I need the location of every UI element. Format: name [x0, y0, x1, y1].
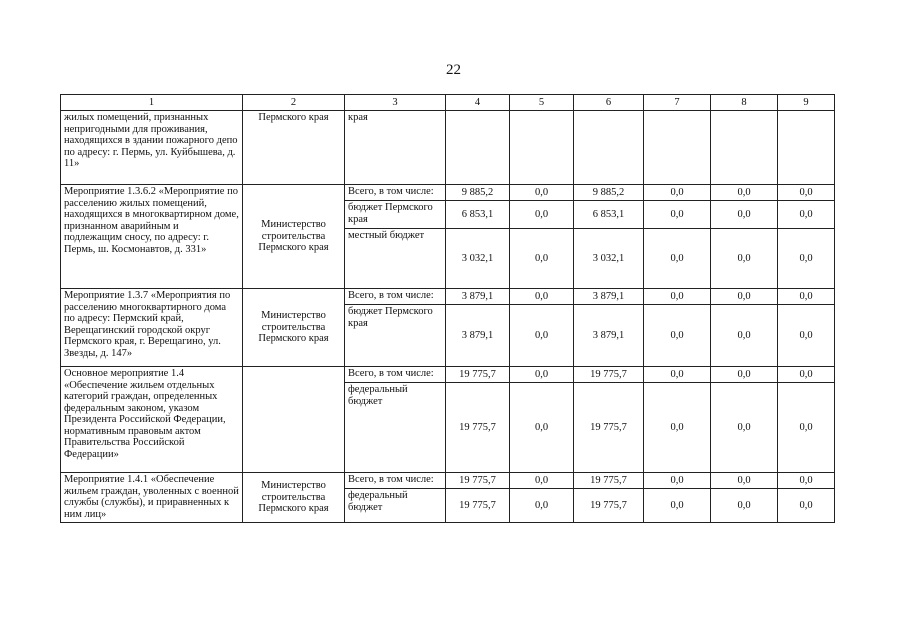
value-cell: 0,0 — [778, 185, 835, 201]
table-row — [61, 185, 835, 201]
value-cell: 0,0 — [510, 367, 574, 383]
value-cell: 3 032,1 — [446, 229, 510, 289]
value-cell: 0,0 — [644, 383, 711, 473]
value-cell: 0,0 — [711, 305, 778, 367]
value-cell: 0,0 — [778, 201, 835, 229]
measure-name: Мероприятие 1.4.1 «Обеспечение жильем граждан, уволенных с военной службы (службы), и приравненных к ним лиц» — [61, 473, 243, 523]
value-cell: 19 775,7 — [574, 489, 644, 523]
value-cell: 3 879,1 — [574, 305, 644, 367]
executor-cell — [243, 367, 345, 473]
value-cell: 6 853,1 — [574, 201, 644, 229]
table-row — [61, 367, 835, 383]
header-cell: 5 — [510, 95, 574, 111]
header-cell: 2 — [243, 95, 345, 111]
value-cell: 0,0 — [510, 229, 574, 289]
value-cell: 9 885,2 — [446, 185, 510, 201]
header-cell: 6 — [574, 95, 644, 111]
source-cell: Всего, в том числе: — [345, 289, 446, 305]
header-cell: 8 — [711, 95, 778, 111]
value-cell: 0,0 — [644, 229, 711, 289]
value-cell: 19 775,7 — [446, 383, 510, 473]
header-cell: 3 — [345, 95, 446, 111]
value-cell: 0,0 — [510, 489, 574, 523]
measure-name: Мероприятие 1.3.6.2 «Мероприятие по расселению жилых помещений, находящихся в многоквартирном доме, признанном аварийным и подлежащим сносу, по адресу: г. Пермь, ш. Космонавтов, д. 331» — [61, 185, 243, 289]
value-cell: 0,0 — [644, 305, 711, 367]
executor-cell: Пермского края — [243, 111, 345, 185]
executor-cell: Министерство строительства Пермского края — [243, 473, 345, 523]
value-cell: 3 879,1 — [446, 305, 510, 367]
value-cell: 19 775,7 — [446, 473, 510, 489]
value-cell: 9 885,2 — [574, 185, 644, 201]
page-number: 22 — [446, 62, 461, 78]
value-cell: 0,0 — [778, 289, 835, 305]
source-cell: бюджет Пермского края — [345, 201, 446, 229]
value-cell: 0,0 — [778, 473, 835, 489]
budget-table — [60, 94, 835, 523]
source-cell: Всего, в том числе: — [345, 367, 446, 383]
value-cell: 0,0 — [711, 201, 778, 229]
value-cell: 0,0 — [644, 201, 711, 229]
source-cell: края — [345, 111, 446, 185]
table-row — [61, 111, 835, 185]
value-cell: 0,0 — [510, 383, 574, 473]
value-cell: 0,0 — [711, 367, 778, 383]
source-cell: местный бюджет — [345, 229, 446, 289]
header-cell: 7 — [644, 95, 711, 111]
value-cell: 0,0 — [711, 473, 778, 489]
value-cell: 0,0 — [778, 367, 835, 383]
header-cell: 1 — [61, 95, 243, 111]
value-cell: 3 032,1 — [574, 229, 644, 289]
table-row — [61, 289, 835, 305]
value-cell: 0,0 — [644, 185, 711, 201]
value-cell: 0,0 — [778, 229, 835, 289]
value-cell: 0,0 — [778, 305, 835, 367]
measure-name: жилых помещений, признанных непригодными для проживания, находящихся в здании пожарного депо по адресу: г. Пермь, ул. Куйбышева, д. 11» — [61, 111, 243, 185]
value-cell: 19 775,7 — [446, 367, 510, 383]
measure-name: Мероприятие 1.3.7 «Мероприятия по расселению многоквартирного дома по адресу: Пермский край, Верещагинский городской округ Пермского края, г. Верещагино, ул. Звезды, д. 147» — [61, 289, 243, 367]
measure-name: Основное мероприятие 1.4 «Обеспечение жильем отдельных категорий граждан, определенных федеральным законом, указом Президента Российской Федерации, нормативным правовым актом Правительства Российской Федерации» — [61, 367, 243, 473]
value-cell: 0,0 — [510, 201, 574, 229]
value-cell: 0,0 — [510, 305, 574, 367]
value-cell: 3 879,1 — [574, 289, 644, 305]
value-cell: 0,0 — [510, 473, 574, 489]
executor-cell: Министерство строительства Пермского края — [243, 185, 345, 289]
value-cell: 19 775,7 — [446, 489, 510, 523]
value-cell: 19 775,7 — [574, 473, 644, 489]
value-cell: 0,0 — [711, 289, 778, 305]
value-cell: 0,0 — [510, 289, 574, 305]
value-cell: 0,0 — [510, 185, 574, 201]
value-cell: 0,0 — [778, 489, 835, 523]
value-cell: 0,0 — [711, 383, 778, 473]
value-cell: 6 853,1 — [446, 201, 510, 229]
value-cell: 19 775,7 — [574, 367, 644, 383]
source-cell: федеральный бюджет — [345, 383, 446, 473]
source-cell: федеральный бюджет — [345, 489, 446, 523]
value-cell: 0,0 — [644, 473, 711, 489]
source-cell: бюджет Пермского края — [345, 305, 446, 367]
value-cell: 0,0 — [711, 229, 778, 289]
value-cell: 0,0 — [644, 367, 711, 383]
value-cell: 0,0 — [711, 185, 778, 201]
value-cell: 19 775,7 — [574, 383, 644, 473]
value-cell: 3 879,1 — [446, 289, 510, 305]
source-cell: Всего, в том числе: — [345, 473, 446, 489]
header-row — [61, 95, 835, 111]
executor-cell: Министерство строительства Пермского края — [243, 289, 345, 367]
table-row — [61, 473, 835, 489]
value-cell: 0,0 — [711, 489, 778, 523]
header-cell: 9 — [778, 95, 835, 111]
value-cell: 0,0 — [644, 489, 711, 523]
value-cell: 0,0 — [778, 383, 835, 473]
header-cell: 4 — [446, 95, 510, 111]
value-cell: 0,0 — [644, 289, 711, 305]
source-cell: Всего, в том числе: — [345, 185, 446, 201]
